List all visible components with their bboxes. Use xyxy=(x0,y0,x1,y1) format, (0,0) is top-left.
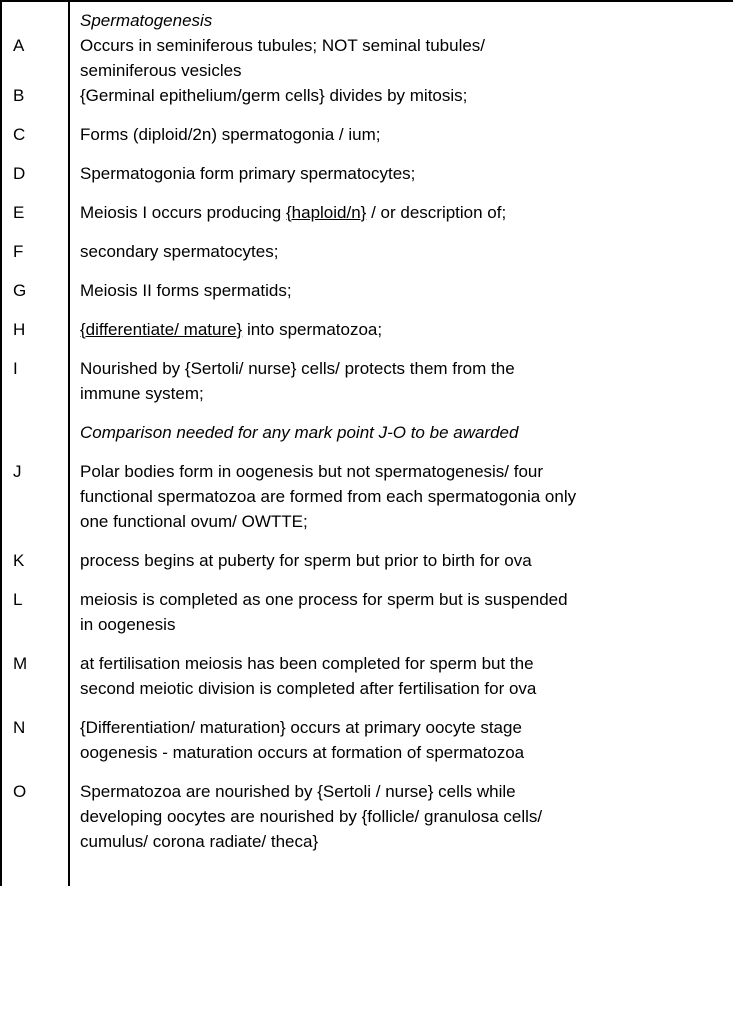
table-row xyxy=(1,1,733,33)
mark-point-line: at fertilisation meiosis has been completed for sperm but the xyxy=(80,654,534,673)
mark-point-line: Occurs in seminiferous tubules; NOT seminal tubules/ xyxy=(80,36,486,55)
table-row xyxy=(1,264,733,303)
mark-point-line: cumulus/ corona radiate/ theca} xyxy=(80,832,319,851)
mark-point-letter: L xyxy=(1,573,69,637)
mark-point-text xyxy=(69,303,733,342)
table-row xyxy=(1,33,733,83)
mark-point-line: oogenesis - maturation occurs at formation of spermatozoa xyxy=(80,743,525,762)
mark-point-letter: E xyxy=(1,186,69,225)
comparison-note-label: Comparison needed for any mark point J-O to be awarded xyxy=(80,423,519,442)
mark-point-line: seminiferous vesicles xyxy=(80,61,242,80)
mark-point-text xyxy=(69,445,733,534)
table-body xyxy=(1,1,733,886)
mark-point-line: immune system; xyxy=(80,384,204,403)
mark-point-line: one functional ovum/ OWTTE; xyxy=(80,512,308,531)
table-row xyxy=(1,765,733,854)
mark-point-line xyxy=(80,200,728,225)
table-row xyxy=(1,225,733,264)
table-row xyxy=(1,83,733,108)
mark-point-text xyxy=(69,701,733,765)
mark-point-letter: N xyxy=(1,701,69,765)
mark-point-text-underlined: {haploid/n} xyxy=(285,203,367,222)
table-row-filler xyxy=(1,854,733,886)
table-row xyxy=(1,342,733,406)
mark-point-line: Spermatozoa are nourished by {Sertoli / nurse} cells while xyxy=(80,782,516,801)
mark-point-letter xyxy=(1,1,69,33)
mark-point-line: Nourished by {Sertoli/ nurse} cells/ protects them from the xyxy=(80,359,515,378)
mark-point-line: in oogenesis xyxy=(80,615,176,634)
table-row xyxy=(1,406,733,445)
mark-point-text xyxy=(69,225,733,264)
mark-point-text xyxy=(69,854,733,886)
mark-point-line: meiosis is completed as one process for sperm but is suspended xyxy=(80,590,568,609)
mark-point-line: Meiosis II forms spermatids; xyxy=(80,281,292,300)
mark-point-line: Forms (diploid/2n) spermatogonia / ium; xyxy=(80,125,381,144)
table-row xyxy=(1,108,733,147)
mark-point-letter: I xyxy=(1,342,69,406)
mark-point-letter: D xyxy=(1,147,69,186)
mark-point-letter: G xyxy=(1,264,69,303)
mark-point-text-post: into spermatozoa; xyxy=(242,320,383,339)
mark-point-letter xyxy=(1,406,69,445)
mark-point-text xyxy=(69,534,733,573)
mark-point-text xyxy=(69,108,733,147)
comparison-note xyxy=(69,406,733,445)
table-row xyxy=(1,186,733,225)
mark-point-line xyxy=(80,317,728,342)
mark-point-letter: K xyxy=(1,534,69,573)
mark-point-letter: J xyxy=(1,445,69,534)
mark-point-letter: C xyxy=(1,108,69,147)
mark-point-text xyxy=(69,637,733,701)
mark-point-line: second meiotic division is completed after fertilisation for ova xyxy=(80,679,537,698)
mark-point-letter: F xyxy=(1,225,69,264)
mark-point-line: {Germinal epithelium/germ cells} divides by mitosis; xyxy=(80,86,468,105)
mark-point-text-pre: Meiosis I occurs producing xyxy=(80,203,286,222)
mark-point-letter: M xyxy=(1,637,69,701)
mark-point-text-post: / or description of; xyxy=(366,203,507,222)
table-row xyxy=(1,701,733,765)
mark-point-line: functional spermatozoa are formed from each spermatogonia only xyxy=(80,487,577,506)
table-row xyxy=(1,303,733,342)
mark-point-line: secondary spermatocytes; xyxy=(80,242,279,261)
mark-point-text xyxy=(69,83,733,108)
mark-point-line: {Differentiation/ maturation} occurs at primary oocyte stage xyxy=(80,718,522,737)
table-row xyxy=(1,637,733,701)
table-row xyxy=(1,573,733,637)
section-heading-label: Spermatogenesis xyxy=(80,11,213,30)
mark-point-line: process begins at puberty for sperm but prior to birth for ova xyxy=(80,551,532,570)
mark-point-letter: A xyxy=(1,33,69,83)
mark-point-text xyxy=(69,342,733,406)
mark-point-text xyxy=(69,765,733,854)
mark-point-line: developing oocytes are nourished by {follicle/ granulosa cells/ xyxy=(80,807,543,826)
mark-point-letter: O xyxy=(1,765,69,854)
mark-point-line: Spermatogonia form primary spermatocytes; xyxy=(80,164,416,183)
mark-point-line: Polar bodies form in oogenesis but not spermatogenesis/ four xyxy=(80,462,544,481)
table-row xyxy=(1,534,733,573)
mark-point-letter xyxy=(1,854,69,886)
mark-point-text xyxy=(69,186,733,225)
table-row xyxy=(1,445,733,534)
mark-point-letter: H xyxy=(1,303,69,342)
mark-point-text xyxy=(69,33,733,83)
mark-point-text xyxy=(69,264,733,303)
mark-point-letter: B xyxy=(1,83,69,108)
table-row xyxy=(1,147,733,186)
mark-point-text xyxy=(69,573,733,637)
mark-point-text-underlined: {differentiate/ mature} xyxy=(80,320,243,339)
section-heading xyxy=(69,1,733,33)
mark-point-text xyxy=(69,147,733,186)
